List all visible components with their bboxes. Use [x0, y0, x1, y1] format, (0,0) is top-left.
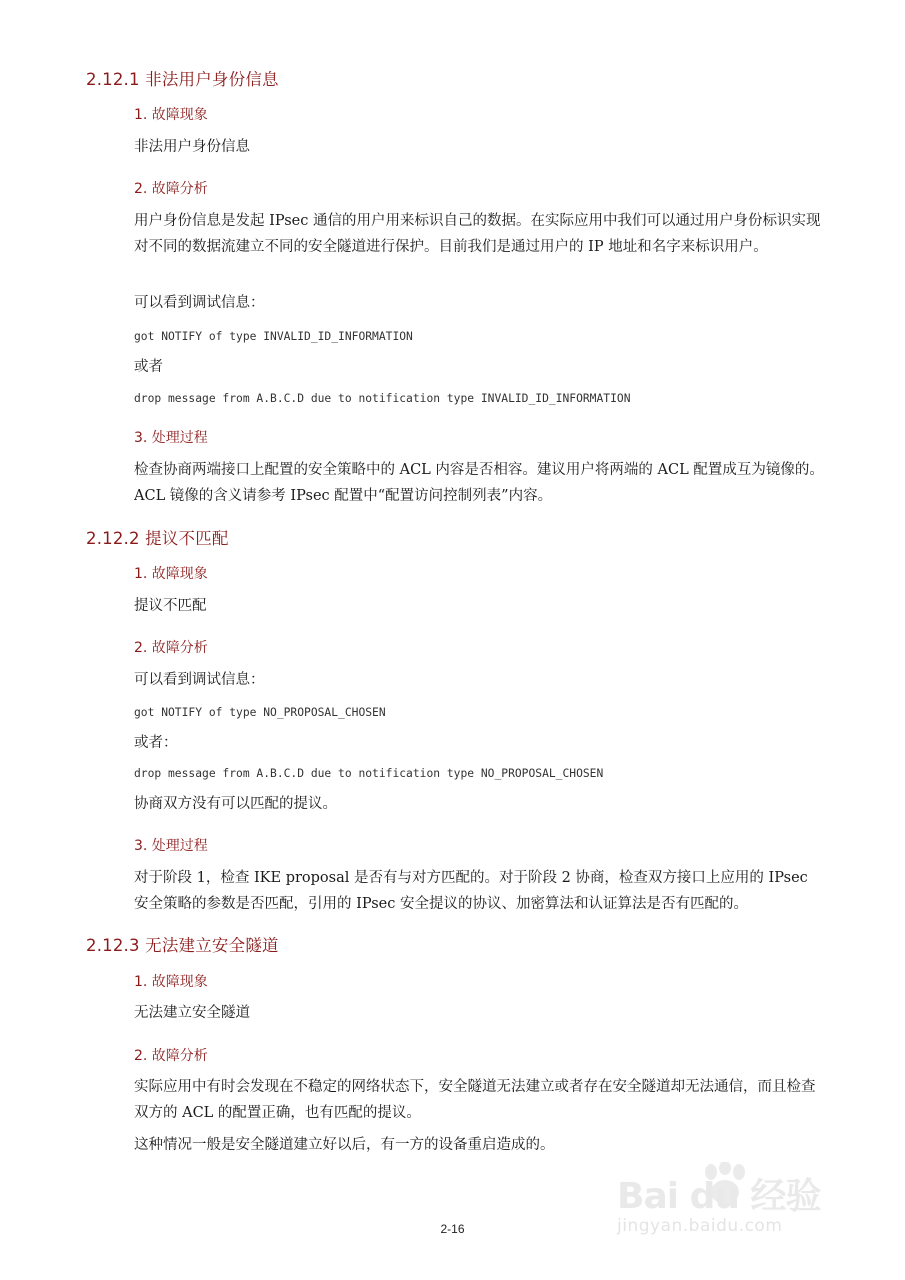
paragraph: 可以看到调试信息： — [134, 295, 265, 311]
subheading-symptom: 1. 故障现象 — [134, 974, 208, 990]
paragraph: 这种情况一般是安全隧道建立好以后，有一方的设备重启造成的。 — [134, 1137, 555, 1153]
code-line: drop message from A.B.C.D due to notification type NO_PROPOSAL_CHOSEN — [134, 767, 604, 780]
paragraph: 实际应用中有时会发现在不稳定的网络状态下，安全隧道无法建立或者存在安全隧道却无法通信，而且检查双方的 ACL 的配置正确，也有匹配的提议。 — [134, 1079, 816, 1121]
page-number: 2-16 — [440, 1222, 465, 1236]
paragraph: 可以看到调试信息： — [134, 672, 265, 688]
code-line: drop message from A.B.C.D due to notification type INVALID_ID_INFORMATION — [134, 392, 631, 405]
subheading-analysis: 2. 故障分析 — [134, 181, 208, 197]
section-heading-2-12-2: 2.12.2 提议不匹配 — [86, 529, 229, 548]
section-heading-2-12-3: 2.12.3 无法建立安全隧道 — [86, 936, 279, 955]
paragraph: 检查协商两端接口上配置的安全策略中的 ACL 内容是否相容。建议用户将两端的 ACL 配置成互为镜像的。ACL 镜像的含义请参考 IPsec 配置中“配置访问控制列表”内容。 — [134, 462, 824, 504]
subheading-analysis: 2. 故障分析 — [134, 1048, 208, 1064]
code-line: got NOTIFY of type INVALID_ID_INFORMATION — [134, 330, 413, 343]
paragraph: 或者： — [134, 735, 178, 751]
paragraph: 或者 — [134, 359, 163, 375]
paragraph: 协商双方没有可以匹配的提议。 — [134, 796, 337, 812]
code-line: got NOTIFY of type NO_PROPOSAL_CHOSEN — [134, 706, 386, 719]
subheading-procedure: 3. 处理过程 — [134, 430, 208, 446]
paragraph: 提议不匹配 — [134, 598, 207, 614]
paragraph: 无法建立安全隧道 — [134, 1005, 250, 1021]
section-heading-2-12-1: 2.12.1 非法用户身份信息 — [86, 70, 279, 89]
paragraph: 非法用户身份信息 — [134, 139, 250, 155]
paragraph: 用户身份信息是发起 IPsec 通信的用户用来标识自己的数据。在实际应用中我们可以通过用户身份标识实现对不同的数据流建立不同的安全隧道进行保护。目前我们是通过用户的 IP 地址和名字来标识用户。 — [134, 213, 821, 255]
watermark-url: jingyan.baidu.com — [617, 1216, 783, 1236]
subheading-analysis: 2. 故障分析 — [134, 640, 208, 656]
subheading-symptom: 1. 故障现象 — [134, 566, 208, 582]
subheading-symptom: 1. 故障现象 — [134, 107, 208, 123]
watermark-brand: Bai du 经验 — [617, 1176, 821, 1217]
baidu-watermark — [617, 1168, 867, 1248]
paragraph: 对于阶段 1，检查 IKE proposal 是否有与对方匹配的。对于阶段 2 协商，检查双方接口上应用的 IPsec 安全策略的参数是否匹配，引用的 IPsec 安全提议的协议、加密算法和认证算法是否有匹配的。 — [134, 870, 808, 912]
subheading-procedure: 3. 处理过程 — [134, 838, 208, 854]
